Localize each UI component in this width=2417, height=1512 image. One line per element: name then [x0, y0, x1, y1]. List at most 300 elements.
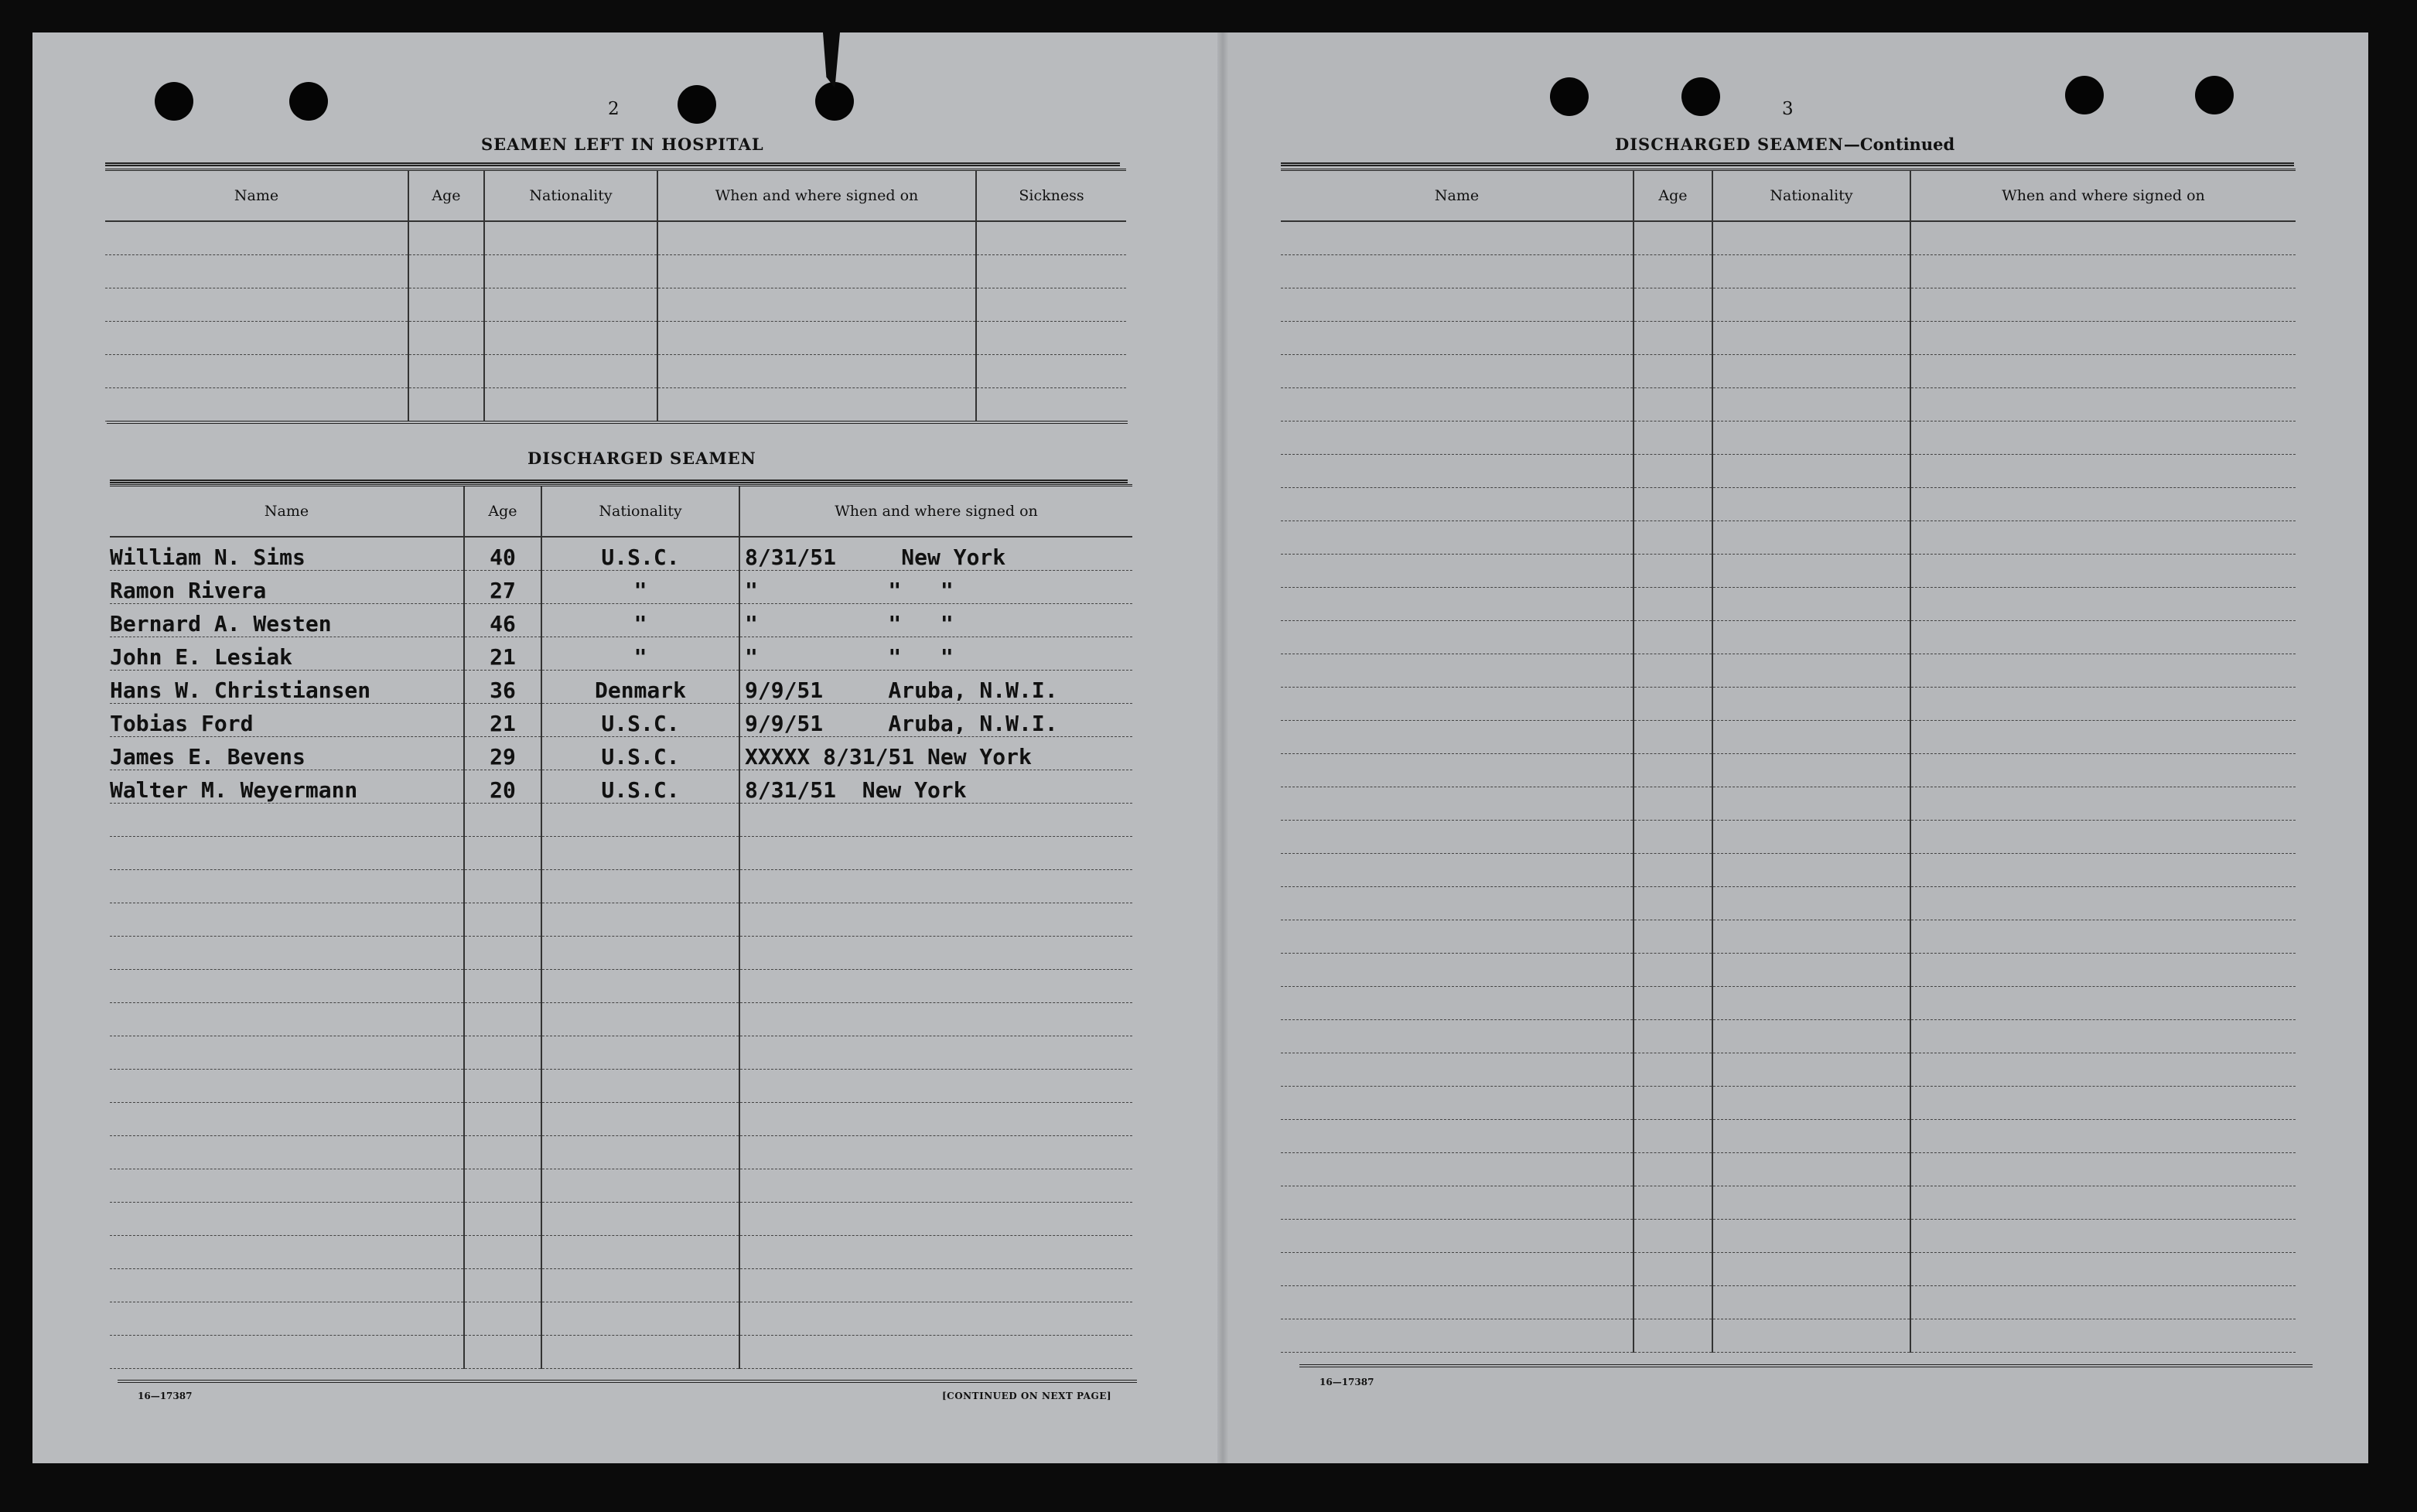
blank-cell — [408, 221, 484, 255]
blank-cell — [110, 1236, 464, 1269]
blank-cell — [1910, 521, 2296, 555]
punch-hole — [815, 82, 854, 121]
column-header-age: Age — [464, 486, 541, 538]
blank-cell — [484, 322, 657, 355]
blank-cell — [657, 255, 976, 288]
blank-cell — [1281, 422, 1634, 455]
blank-cell — [1281, 1020, 1634, 1053]
blank-cell — [1634, 1220, 1712, 1253]
blank-cell — [1634, 887, 1712, 920]
continued-section-title-suffix: —Continued — [1843, 135, 1955, 154]
column-header-name: Name — [1281, 170, 1634, 222]
blank-cell — [1910, 1286, 2296, 1319]
seaman-signed-on: 9/9/51 Aruba, N.W.I. — [739, 671, 1132, 704]
blank-cell — [1712, 887, 1910, 920]
page-number-right: 3 — [1782, 99, 1794, 119]
blank-table-row — [110, 1003, 1132, 1036]
blank-cell — [541, 937, 739, 970]
blank-cell — [739, 1269, 1132, 1302]
blank-cell — [484, 355, 657, 388]
seaman-nationality: Denmark — [541, 671, 739, 704]
blank-table-row — [1281, 288, 2296, 322]
blank-cell — [1281, 621, 1634, 654]
blank-cell — [1281, 388, 1634, 422]
blank-table-row — [1281, 488, 2296, 521]
blank-cell — [1712, 654, 1910, 688]
blank-cell — [657, 355, 976, 388]
blank-cell — [484, 221, 657, 255]
blank-cell — [1281, 355, 1634, 388]
blank-cell — [1910, 1053, 2296, 1087]
blank-cell — [739, 1136, 1132, 1169]
blank-cell — [1281, 954, 1634, 987]
blank-cell — [105, 288, 408, 322]
blank-cell — [464, 903, 541, 937]
blank-table-row — [1281, 1153, 2296, 1186]
blank-table-row — [1281, 1319, 2296, 1353]
blank-cell — [541, 837, 739, 870]
blank-cell — [1281, 322, 1634, 355]
blank-cell — [464, 1169, 541, 1203]
blank-cell — [1634, 488, 1712, 521]
blank-cell — [110, 1336, 464, 1369]
blank-table-row — [1281, 555, 2296, 588]
blank-cell — [1634, 555, 1712, 588]
punch-hole — [2065, 76, 2104, 114]
blank-cell — [1634, 1153, 1712, 1186]
seaman-age: 21 — [464, 704, 541, 737]
blank-cell — [1910, 1253, 2296, 1286]
blank-cell — [1910, 887, 2296, 920]
blank-table-row — [110, 1136, 1132, 1169]
blank-cell — [1281, 221, 1634, 255]
page-number-left: 2 — [608, 99, 620, 119]
blank-table-row — [1281, 322, 2296, 355]
seaman-nationality: " — [541, 571, 739, 604]
blank-cell — [1634, 654, 1712, 688]
blank-cell — [1281, 654, 1634, 688]
blank-table-row — [1281, 1186, 2296, 1220]
blank-cell — [110, 1003, 464, 1036]
blank-cell — [1634, 1186, 1712, 1220]
blank-cell — [541, 1203, 739, 1236]
blank-table-row — [1281, 1253, 2296, 1286]
blank-cell — [976, 221, 1126, 255]
blank-table-row — [1281, 388, 2296, 422]
blank-cell — [976, 322, 1126, 355]
blank-table-row — [110, 1169, 1132, 1203]
seaman-age: 36 — [464, 671, 541, 704]
blank-cell — [105, 322, 408, 355]
blank-cell — [1910, 322, 2296, 355]
blank-cell — [484, 388, 657, 422]
blank-cell — [739, 1302, 1132, 1336]
seaman-nationality: U.S.C. — [541, 704, 739, 737]
blank-cell — [1634, 920, 1712, 954]
blank-cell — [1910, 1020, 2296, 1053]
blank-cell — [1281, 521, 1634, 555]
seaman-signed-on: " " " — [739, 604, 1132, 637]
blank-cell — [541, 903, 739, 937]
blank-cell — [1634, 1087, 1712, 1120]
blank-cell — [1634, 422, 1712, 455]
blank-table-row — [105, 388, 1126, 422]
double-rule — [1299, 1364, 2313, 1367]
blank-cell — [1634, 854, 1712, 887]
blank-cell — [1712, 987, 1910, 1020]
seaman-signed-on: " " " — [739, 637, 1132, 671]
blank-cell — [541, 1269, 739, 1302]
blank-cell — [1712, 1120, 1910, 1153]
seaman-age: 27 — [464, 571, 541, 604]
blank-cell — [1281, 1253, 1634, 1286]
blank-cell — [1712, 355, 1910, 388]
double-rule — [110, 480, 1128, 483]
blank-cell — [1712, 754, 1910, 787]
blank-cell — [1910, 920, 2296, 954]
blank-cell — [464, 1036, 541, 1070]
blank-table-row — [1281, 754, 2296, 787]
blank-cell — [1712, 588, 1910, 621]
blank-cell — [1712, 555, 1910, 588]
column-header-name: Name — [110, 486, 464, 538]
blank-cell — [464, 1236, 541, 1269]
blank-cell — [1634, 355, 1712, 388]
blank-table-row — [105, 355, 1126, 388]
blank-table-row — [110, 837, 1132, 870]
blank-table-row — [1281, 1087, 2296, 1120]
blank-table-row — [110, 1236, 1132, 1269]
blank-cell — [1712, 322, 1910, 355]
blank-cell — [1910, 422, 2296, 455]
continued-section-title — [1615, 135, 1954, 154]
blank-cell — [1910, 1186, 2296, 1220]
blank-cell — [739, 1103, 1132, 1136]
blank-table-row — [1281, 787, 2296, 821]
double-rule — [105, 162, 1120, 166]
blank-cell — [976, 288, 1126, 322]
blank-table-row — [1281, 588, 2296, 621]
column-header-nationality: Nationality — [1712, 170, 1910, 222]
double-rule — [1281, 162, 2294, 166]
seaman-nationality: " — [541, 637, 739, 671]
blank-cell — [1281, 821, 1634, 854]
blank-cell — [1712, 1020, 1910, 1053]
blank-cell — [110, 1203, 464, 1236]
table-header-row — [110, 486, 1132, 538]
column-header-nationality: Nationality — [484, 170, 657, 222]
seaman-age: 20 — [464, 770, 541, 804]
blank-cell — [541, 1169, 739, 1203]
seaman-age: 29 — [464, 737, 541, 770]
blank-cell — [1281, 887, 1634, 920]
blank-cell — [1281, 288, 1634, 322]
blank-cell — [1712, 521, 1910, 555]
blank-cell — [739, 1169, 1132, 1203]
blank-cell — [1634, 987, 1712, 1020]
blank-cell — [1910, 1087, 2296, 1120]
seaman-name: John E. Lesiak — [110, 637, 464, 671]
blank-table-row — [1281, 721, 2296, 754]
blank-cell — [1634, 255, 1712, 288]
blank-cell — [1634, 1053, 1712, 1087]
blank-table-row — [1281, 521, 2296, 555]
blank-table-row — [110, 1203, 1132, 1236]
blank-cell — [110, 1070, 464, 1103]
blank-cell — [484, 288, 657, 322]
blank-cell — [1910, 688, 2296, 721]
column-header-signed-on: When and where signed on — [1910, 170, 2296, 222]
table-row — [110, 704, 1132, 737]
blank-cell — [464, 837, 541, 870]
hospital-table — [105, 169, 1126, 422]
blank-cell — [1634, 521, 1712, 555]
blank-table-row — [1281, 688, 2296, 721]
table-row — [110, 571, 1132, 604]
blank-cell — [1712, 221, 1910, 255]
blank-cell — [1281, 754, 1634, 787]
punch-hole — [678, 85, 716, 124]
blank-cell — [541, 1036, 739, 1070]
blank-cell — [1634, 821, 1712, 854]
blank-cell — [110, 1136, 464, 1169]
blank-cell — [1712, 455, 1910, 488]
column-header-age: Age — [1634, 170, 1712, 222]
blank-table-row — [1281, 255, 2296, 288]
seaman-nationality: " — [541, 604, 739, 637]
seaman-signed-on: 8/31/51 New York — [739, 537, 1132, 571]
blank-table-row — [1281, 621, 2296, 654]
seaman-signed-on: 8/31/51 New York — [739, 770, 1132, 804]
blank-cell — [1634, 455, 1712, 488]
blank-cell — [1281, 1153, 1634, 1186]
blank-cell — [1910, 388, 2296, 422]
blank-cell — [408, 255, 484, 288]
blank-cell — [1910, 488, 2296, 521]
blank-table-row — [1281, 1053, 2296, 1087]
blank-cell — [1281, 1319, 1634, 1353]
blank-cell — [1910, 355, 2296, 388]
blank-cell — [464, 1103, 541, 1136]
blank-table-row — [1281, 355, 2296, 388]
blank-cell — [110, 1036, 464, 1070]
blank-table-row — [110, 903, 1132, 937]
column-header-name: Name — [105, 170, 408, 222]
punch-hole — [289, 82, 328, 121]
page-fold — [1217, 32, 1228, 1463]
blank-cell — [464, 804, 541, 837]
blank-cell — [1910, 288, 2296, 322]
blank-cell — [541, 970, 739, 1003]
blank-cell — [464, 937, 541, 970]
blank-cell — [739, 1336, 1132, 1369]
blank-cell — [110, 837, 464, 870]
blank-table-row — [110, 1336, 1132, 1369]
blank-cell — [110, 903, 464, 937]
blank-table-row — [1281, 221, 2296, 255]
discharged-table — [110, 484, 1132, 1369]
blank-table-row — [1281, 1020, 2296, 1053]
blank-table-row — [110, 1070, 1132, 1103]
punch-hole — [155, 82, 193, 121]
blank-cell — [1712, 1220, 1910, 1253]
blank-cell — [1712, 1286, 1910, 1319]
blank-cell — [1712, 1153, 1910, 1186]
blank-cell — [1281, 787, 1634, 821]
seaman-name: William N. Sims — [110, 537, 464, 571]
blank-cell — [408, 322, 484, 355]
blank-table-row — [105, 221, 1126, 255]
blank-cell — [657, 288, 976, 322]
blank-table-row — [105, 288, 1126, 322]
blank-cell — [1910, 588, 2296, 621]
blank-cell — [541, 1236, 739, 1269]
table-row — [110, 770, 1132, 804]
blank-cell — [1634, 388, 1712, 422]
continued-note: [CONTINUED ON NEXT PAGE] — [942, 1391, 1112, 1401]
blank-cell — [1281, 854, 1634, 887]
table-header-row — [105, 170, 1126, 222]
seaman-signed-on: XXXXX 8/31/51 New York — [739, 737, 1132, 770]
blank-cell — [1910, 1153, 2296, 1186]
form-code: 16—17387 — [1319, 1377, 1374, 1387]
seaman-signed-on: 9/9/51 Aruba, N.W.I. — [739, 704, 1132, 737]
column-header-nationality: Nationality — [541, 486, 739, 538]
blank-cell — [739, 903, 1132, 937]
blank-cell — [541, 1070, 739, 1103]
blank-cell — [1712, 1186, 1910, 1220]
blank-cell — [739, 804, 1132, 837]
blank-cell — [1712, 1253, 1910, 1286]
seaman-age: 40 — [464, 537, 541, 571]
seaman-name: James E. Bevens — [110, 737, 464, 770]
seaman-nationality: U.S.C. — [541, 537, 739, 571]
blank-cell — [1634, 588, 1712, 621]
blank-cell — [105, 221, 408, 255]
blank-cell — [541, 1136, 739, 1169]
blank-cell — [464, 1070, 541, 1103]
blank-cell — [1910, 787, 2296, 821]
blank-cell — [408, 355, 484, 388]
blank-cell — [1910, 987, 2296, 1020]
blank-cell — [1712, 288, 1910, 322]
blank-cell — [1712, 854, 1910, 887]
seaman-age: 21 — [464, 637, 541, 671]
blank-table-row — [1281, 455, 2296, 488]
blank-cell — [464, 1203, 541, 1236]
blank-cell — [464, 1003, 541, 1036]
blank-cell — [1712, 1087, 1910, 1120]
table-header-row — [1281, 170, 2296, 222]
blank-cell — [1712, 721, 1910, 754]
blank-cell — [1634, 688, 1712, 721]
blank-cell — [1634, 954, 1712, 987]
column-header-signed-on: When and where signed on — [657, 170, 976, 222]
blank-cell — [1910, 455, 2296, 488]
punch-hole — [1681, 77, 1720, 116]
blank-cell — [541, 804, 739, 837]
blank-cell — [408, 388, 484, 422]
blank-table-row — [105, 255, 1126, 288]
column-header-signed-on: When and where signed on — [739, 486, 1132, 538]
blank-cell — [739, 870, 1132, 903]
blank-cell — [1910, 821, 2296, 854]
blank-cell — [739, 937, 1132, 970]
blank-cell — [408, 288, 484, 322]
blank-cell — [1634, 721, 1712, 754]
blank-cell — [105, 388, 408, 422]
blank-table-row — [110, 970, 1132, 1003]
continued-section-title-main: DISCHARGED SEAMEN — [1615, 135, 1844, 154]
blank-cell — [1634, 1319, 1712, 1353]
blank-cell — [976, 255, 1126, 288]
blank-cell — [464, 870, 541, 903]
blank-cell — [1281, 1087, 1634, 1120]
blank-cell — [1910, 754, 2296, 787]
blank-cell — [1910, 1220, 2296, 1253]
blank-cell — [1634, 1120, 1712, 1153]
blank-table-row — [1281, 987, 2296, 1020]
blank-cell — [657, 322, 976, 355]
blank-cell — [110, 870, 464, 903]
seaman-name: Hans W. Christiansen — [110, 671, 464, 704]
blank-cell — [110, 1103, 464, 1136]
blank-table-row — [110, 1103, 1132, 1136]
blank-table-row — [1281, 654, 2296, 688]
blank-cell — [1712, 621, 1910, 654]
blank-cell — [1712, 388, 1910, 422]
blank-table-row — [1281, 887, 2296, 920]
table-row — [110, 537, 1132, 571]
blank-cell — [1712, 1319, 1910, 1353]
blank-cell — [1281, 1186, 1634, 1220]
blank-cell — [739, 1236, 1132, 1269]
hospital-section-title: SEAMEN LEFT IN HOSPITAL — [481, 135, 764, 154]
blank-cell — [110, 1169, 464, 1203]
blank-cell — [1910, 1120, 2296, 1153]
blank-cell — [1910, 1319, 2296, 1353]
blank-cell — [1281, 1220, 1634, 1253]
blank-table-row — [110, 1302, 1132, 1336]
blank-cell — [1634, 754, 1712, 787]
blank-cell — [1281, 255, 1634, 288]
blank-cell — [464, 1336, 541, 1369]
blank-cell — [1712, 787, 1910, 821]
table-row — [110, 737, 1132, 770]
blank-cell — [1634, 322, 1712, 355]
blank-cell — [1712, 488, 1910, 521]
blank-cell — [657, 388, 976, 422]
blank-cell — [1634, 621, 1712, 654]
blank-table-row — [105, 322, 1126, 355]
blank-cell — [657, 221, 976, 255]
blank-cell — [1281, 1286, 1634, 1319]
blank-cell — [1634, 1286, 1712, 1319]
blank-cell — [739, 1070, 1132, 1103]
blank-table-row — [110, 1269, 1132, 1302]
blank-cell — [1910, 654, 2296, 688]
discharged-section-title: DISCHARGED SEAMEN — [527, 449, 756, 468]
blank-cell — [1281, 555, 1634, 588]
blank-cell — [1712, 821, 1910, 854]
blank-cell — [1281, 1053, 1634, 1087]
blank-cell — [541, 1336, 739, 1369]
blank-cell — [105, 355, 408, 388]
blank-cell — [464, 1269, 541, 1302]
table-row — [110, 671, 1132, 704]
blank-cell — [1712, 688, 1910, 721]
blank-cell — [739, 970, 1132, 1003]
